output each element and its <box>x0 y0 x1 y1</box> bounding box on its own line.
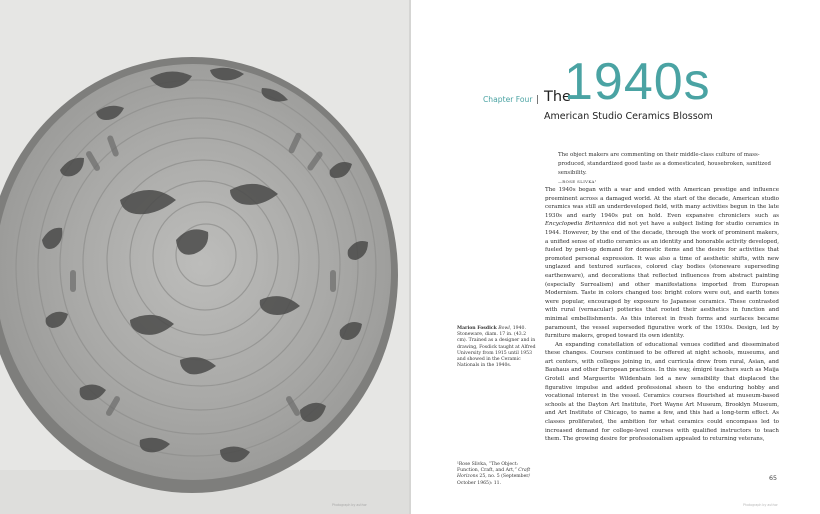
footnote-citation: 25, no. 5 (September/ October 1965): 11. <box>457 474 531 486</box>
body-p1-italic: Encyclopedia Britannica <box>545 221 615 228</box>
page-number: 65 <box>769 475 778 482</box>
epigraph-attribution: —ROSE SLIVKA¹ <box>558 178 597 184</box>
caption-artist: Marion Fosdick <box>457 326 497 331</box>
epigraph <box>558 151 780 186</box>
footer-credit: Photograph by author <box>743 503 778 507</box>
title-prefix: The <box>544 89 571 105</box>
chapter-label: Chapter Four <box>483 95 533 104</box>
title-divider <box>537 95 538 104</box>
body-p1-rest: did not yet have a subject listing for studio ceramics in 1944. However, by the end of the decade, through the work of prominent makers, a unified sense of studio ceramics as an identity and honorable activity developed, fueled by pent-up demand for domestic items and the desire for activities that promoted personal expression. It was also a time of aesthetic shifts, with new unglazed and textured surfaces, colored clay bodies (stoneware superseding earthenware), and decorations that reflected influences from abstract painting (especially Surrealism) and other manifestations imported from European Modernism. Taste in colors changed too: bright colors were out, and earth tones were popular, encouraged by exposure to Japanese ceramics. These contrasted with rural (vernacular) potteries that rooted their aesthetics in function and minimal embellishments. As this interest in fresh forms and surfaces became paramount, the vessel superseded figurative work of the 1930s. Design, led by furniture makers, groped toward its own identity. <box>545 221 779 340</box>
photo-caption <box>457 326 537 369</box>
body-p1-start: The 1940s began with a war and ended with American prestige and influence preeminent across a damaged world. At the start of the decade, American studio ceramics was still an underdeveloped field, with many activities begun in the late 1930s and early 1940s put on hold. Even expansive chroniclers such as <box>545 187 779 219</box>
footnote-text: ¹Rose Slivka, “The Object: Function, Craft, and Art,” <box>457 462 519 474</box>
body-text <box>545 186 779 444</box>
body-paragraph-1 <box>545 186 779 341</box>
photo-credit: Photograph by author <box>332 503 367 507</box>
chapter-subtitle: American Studio Ceramics Blossom <box>544 111 713 122</box>
chapter-title-year: 1940s <box>564 53 711 111</box>
body-paragraph-2: An expanding constellation of educational venues codified and disseminated these changes. Courses continued to be offered at night schools, museums, and art centers, with colleges joining in, and curricula drew from rural, Asian, and Bauhaus and other European practices. In this way, émigré teachers such as Maija Grotell and Marguerite Wildenhain led a new sensibility that displaced the figurative impulse and added professional sheen to the enduring hobby and vocational interest in the vessel. Ceramics courses flourished at museum-based schools at the Dayton Art Institute, Fort Wayne Art Museum, Brooklyn Museum, and Art Institute of Chicago, to name a few, and this had a long-term effect. As classes proliferated, the ambition for what ceramics could encompass led to increased demand for college-level courses with qualified instructors to teach them. The growing desire for professionalism appealed to returning veterans, <box>545 341 779 443</box>
epigraph-quote: The object makers are commenting on their middle-class culture of mass-produced, standardized good taste as a domesticated, housebroken, sanitized sensibility. <box>558 152 771 176</box>
footnote <box>457 462 537 487</box>
caption-details: , 1940. Stoneware, diam. 17 in. (43.2 cm). Trained as a designer and in drawing, Fosdick taught at Alfred University from 1915 until 1953 and showed in the Ceramic Nationals in the 1940s. <box>457 326 536 369</box>
footnote-publication: Craft Horizons <box>457 468 531 480</box>
caption-title: Bowl <box>498 326 510 331</box>
